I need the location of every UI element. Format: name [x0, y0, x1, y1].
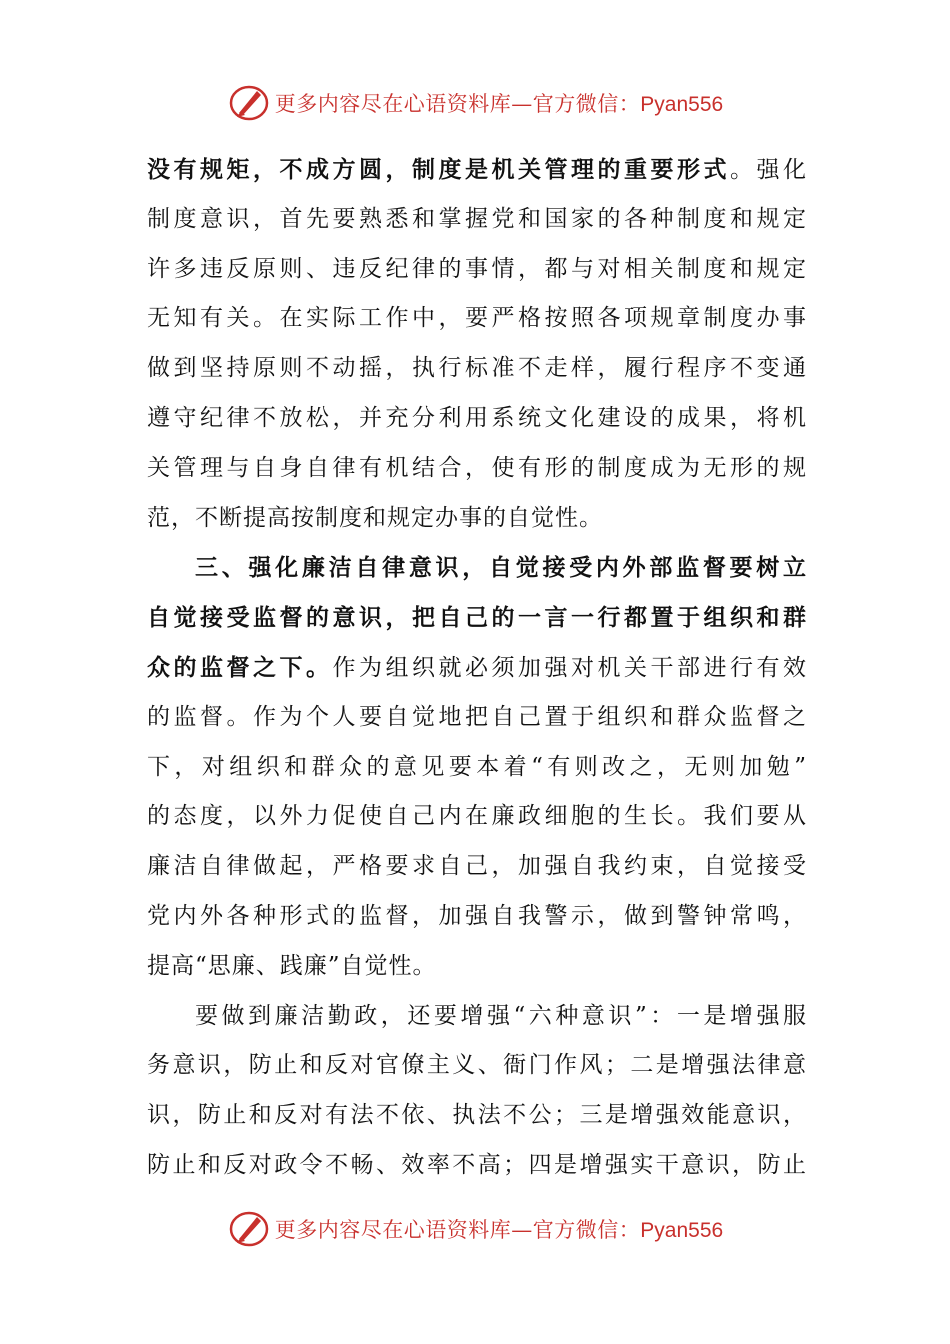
text-line: 党内外各种形式的监督，加强自我警示，做到警钟常鸣， — [147, 902, 807, 929]
text-line: 关管理与自身自律有机结合，使有形的制度成为无形的规 — [147, 454, 807, 481]
watermark-text: 更多内容尽在心语资料库—官方微信：Pyan556 — [274, 1218, 724, 1242]
text-line: 许多违反原则、违反纪律的事情，都与对相关制度和规定 — [147, 255, 807, 282]
text-line: 防止和反对政令不畅、效率不高；四是增强实干意识，防止 — [147, 1151, 807, 1178]
footer-watermark — [0, 1204, 950, 1254]
text-line: 众的监督之下。作为组织就必须加强对机关干部进行有效 — [147, 653, 807, 681]
document-body — [147, 145, 807, 1191]
header-watermark — [0, 78, 950, 128]
section-heading-line: 三、强化廉洁自律意识，自觉接受内外部监督要树立 — [195, 554, 807, 582]
text-line: 做到坚持原则不动摇，执行标准不走样，履行程序不变通 — [147, 355, 807, 382]
watermark-text: 更多内容尽在心语资料库—官方微信：Pyan556 — [274, 92, 724, 116]
section-heading-line: 自觉接受监督的意识，把自己的一言一行都置于组织和群 — [147, 604, 807, 632]
text-line: 下，对组织和群众的意见要本着“有则改之，无则加勉” — [147, 753, 807, 780]
text-line: 范，不断提高按制度和规定办事的自觉性。 — [147, 504, 603, 531]
text-line: 务意识，防止和反对官僚主义、衙门作风；二是增强法律意 — [147, 1052, 807, 1079]
text-line: 遵守纪律不放松，并充分利用系统文化建设的成果，将机 — [147, 404, 807, 431]
pen-logo-icon — [227, 81, 271, 125]
text-line: 要做到廉洁勤政，还要增强“六种意识”：一是增强服 — [195, 1002, 807, 1029]
text-line: 的监督。作为个人要自觉地把自己置于组织和群众监督之 — [147, 703, 807, 730]
text-line: 识，防止和反对有法不依、执法不公；三是增强效能意识， — [147, 1102, 807, 1129]
text-line: 没有规矩，不成方圆，制度是机关管理的重要形式。强化 — [147, 156, 807, 183]
text-line: 无知有关。在实际工作中，要严格按照各项规章制度办事 — [147, 305, 807, 332]
text-line: 制度意识，首先要熟悉和掌握党和国家的各种制度和规定 — [147, 205, 807, 232]
text-line: 的态度，以外力促使自己内在廉政细胞的生长。我们要从 — [147, 803, 807, 830]
text-line: 廉洁自律做起，严格要求自己，加强自我约束，自觉接受 — [147, 853, 807, 880]
pen-logo-icon — [227, 1207, 271, 1251]
text-line: 提高“思廉、践廉”自觉性。 — [147, 952, 437, 979]
